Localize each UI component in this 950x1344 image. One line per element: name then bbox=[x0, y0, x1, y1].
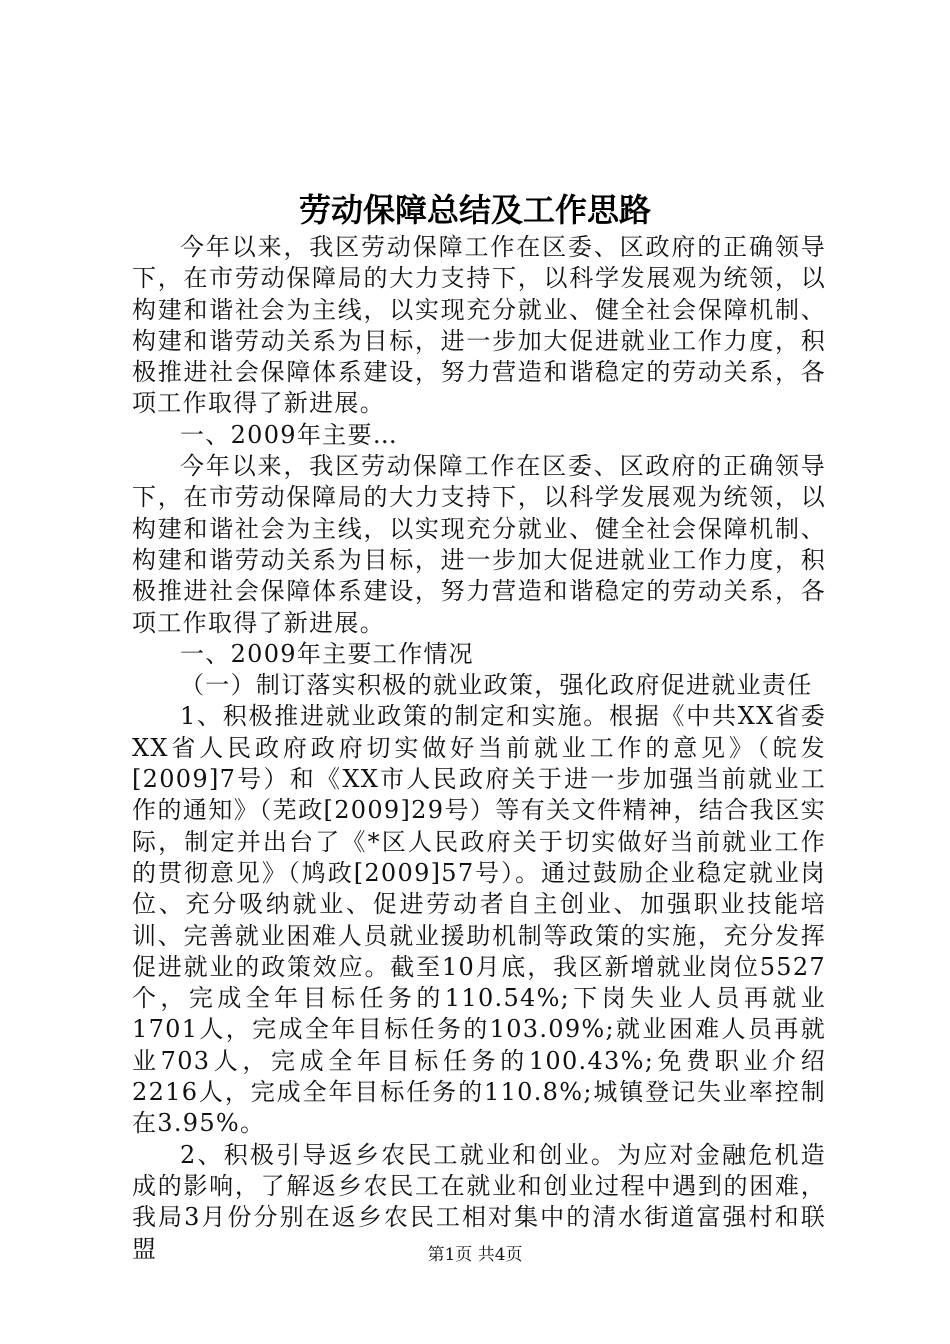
intro-paragraph-repeat: 今年以来，我区劳动保障工作在区委、区政府的正确领导下，在市劳动保障局的大力支持下，以科学发展观为统领，以构建和谐社会为主线，以实现充分就业、健全社会保障机制、构建和谐劳动关系为目标，进一步加大促进就业工作力度，积极推进社会保障体系建设，努力营造和谐稳定的劳动关系，各项工作取得了新进展。 bbox=[132, 452, 826, 637]
section-heading: 一、2009年主要工作情况 bbox=[180, 639, 474, 668]
section-heading-truncated: 一、2009年主要… bbox=[180, 420, 399, 449]
document-title: 劳动保障总结及工作思路 bbox=[298, 191, 651, 229]
migrant-worker-paragraph: 2、积极引导返乡农民工就业和创业。为应对金融危机造成的影响，了解返乡农民工在就业和创业过程中遇到的困难，我局3月份分别在返乡农民工相对集中的清水街道富强村和联盟 bbox=[132, 1140, 826, 1263]
employment-policy-paragraph: 1、积极推进就业政策的制定和实施。根据《中共XX省委XX省人民政府政府切实做好当前就业工作的意见》（皖发[2009]7号）和《XX市人民政府关于进一步加强当前就业工作的通知》（芜政[2009]29号）等有关文件精神，结合我区实际，制定并出台了《*区人民政府关于切实做好当前就业工作的贯彻意见》（鸠政[2009]57号）。通过鼓励企业稳定就业岗位、充分吸纳就业、促进劳动者自主创业、加强职业技能培训、完善就业困难人员就业援助机制等政策的实施，充分发挥促进就业的政策效应。截至10月底，我区新增就业岗位5527个，完成全年目标任务的110.54%;下岗失业人员再就业1701人，完成全年目标任务的103.09%;就业困难人员再就业703人，完成全年目标任务的100.43%;免费职业介绍2216人，完成全年目标任务的110.8%;城镇登记失业率控制在3.95%。 bbox=[132, 702, 826, 1138]
document-body bbox=[132, 232, 826, 1265]
page-number: 第1页 共4页 bbox=[427, 1245, 523, 1265]
subsection-heading: （一）制订落实积极的就业政策，强化政府促进就业责任 bbox=[180, 671, 813, 700]
intro-paragraph: 今年以来，我区劳动保障工作在区委、区政府的正确领导下，在市劳动保障局的大力支持下，以科学发展观为统领，以构建和谐社会为主线，以实现充分就业、健全社会保障机制、构建和谐劳动关系为目标，进一步加大促进就业工作力度，积极推进社会保障体系建设，努力营造和谐稳定的劳动关系，各项工作取得了新进展。 bbox=[132, 233, 826, 418]
